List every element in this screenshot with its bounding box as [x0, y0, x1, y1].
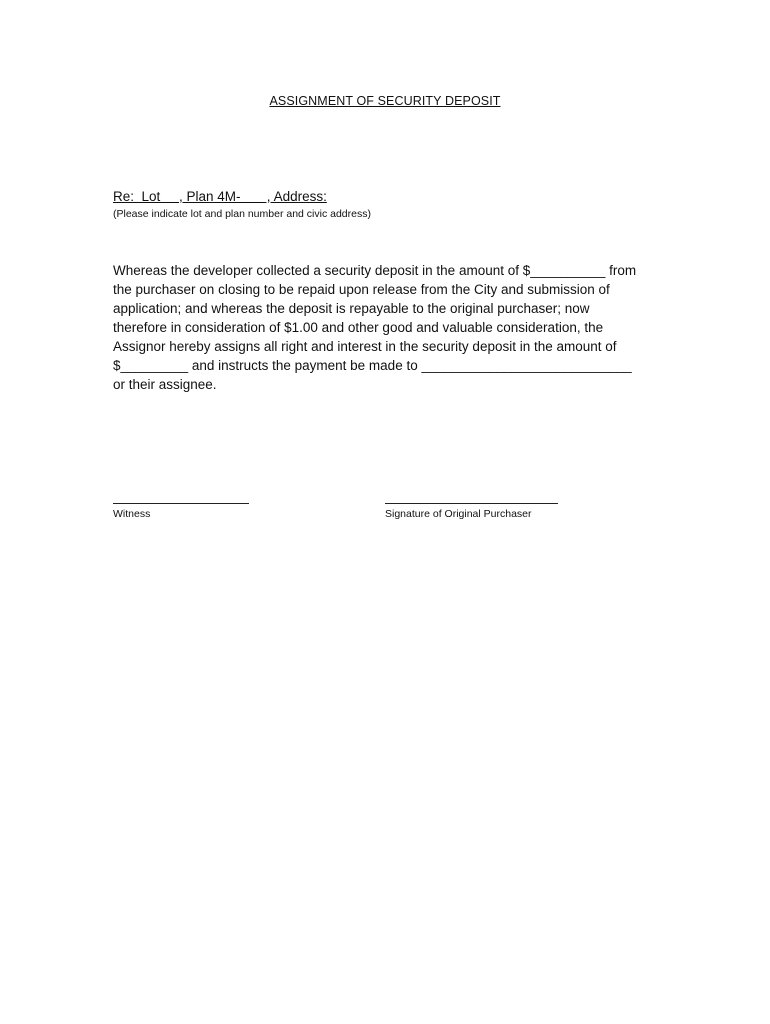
paragraph-line: $_________ and instructs the payment be made to ____________________________ — [113, 358, 632, 373]
paragraph-line: the purchaser on closing to be repaid upon release from the City and submission of — [113, 282, 610, 297]
assignment-paragraph — [113, 261, 663, 394]
paragraph-line: Assignor hereby assigns all right and interest in the security deposit in the amount of — [113, 339, 617, 354]
document-title: ASSIGNMENT OF SECURITY DEPOSIT — [269, 94, 501, 108]
paragraph-line: Whereas the developer collected a security deposit in the amount of $__________ from — [113, 263, 637, 278]
paragraph-line: therefore in consideration of $1.00 and other good and valuable consideration, the — [113, 320, 604, 335]
witness-label: Witness — [113, 508, 151, 520]
re-line-hint: (Please indicate lot and plan number and civic address) — [113, 208, 371, 220]
paragraph-line: application; and whereas the deposit is repayable to the original purchaser; now — [113, 301, 590, 316]
purchaser-signature-label: Signature of Original Purchaser — [385, 508, 532, 520]
re-line — [113, 189, 613, 204]
purchaser-signature-line — [385, 503, 558, 504]
witness-signature-line — [113, 503, 249, 504]
address-blank — [327, 189, 610, 204]
paragraph-line: or their assignee. — [113, 377, 217, 392]
re-line-text: Re: Lot , Plan 4M- , Address: — [113, 189, 327, 204]
